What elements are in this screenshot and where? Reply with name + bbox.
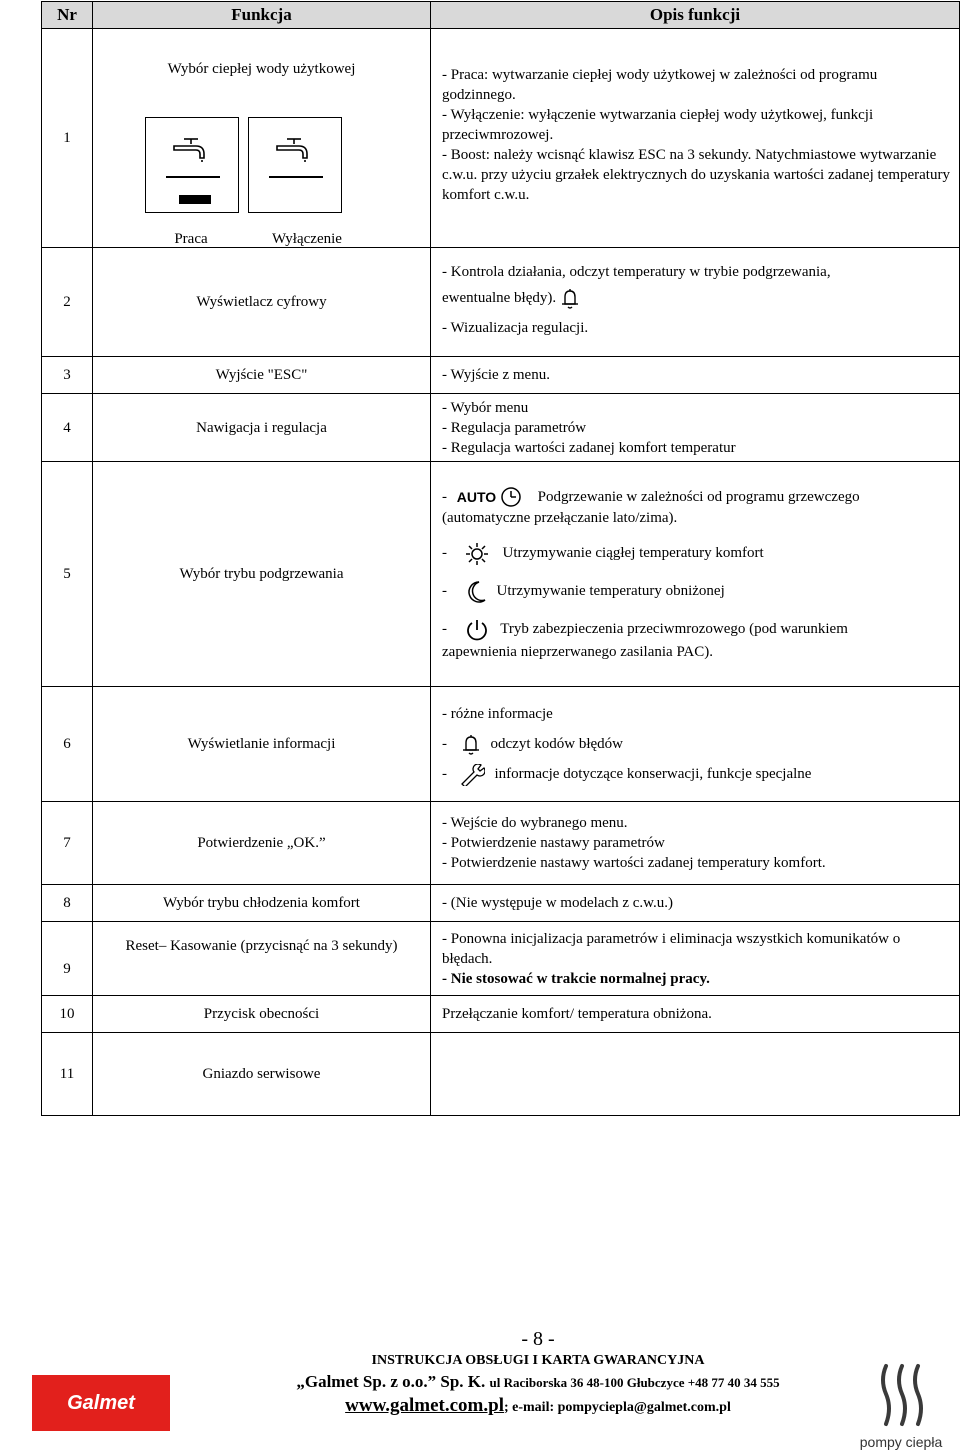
description-line: Utrzymywanie ciągłej temperatury komfort	[502, 545, 764, 562]
row-description: - (Nie występuje w modelach z c.w.u.)	[431, 885, 960, 922]
row-nr: 3	[42, 357, 93, 394]
company-address: ul Raciborska 36 48-100 Głubczyce +48 77 40 34 555	[489, 1375, 780, 1390]
row-description	[431, 687, 960, 802]
table-row	[42, 462, 960, 687]
power-icon	[465, 618, 489, 642]
heat-pump-brand	[846, 1358, 956, 1450]
row-function: Nawigacja i regulacja	[93, 394, 431, 462]
table-row	[42, 922, 960, 996]
email-text: ; e-mail: pompyciepla@galmet.com.pl	[503, 1400, 731, 1415]
dhw-work-button	[145, 117, 239, 213]
row-description	[431, 394, 960, 462]
table-row	[42, 248, 960, 357]
wrench-icon	[459, 764, 485, 786]
header-nr: Nr	[42, 2, 93, 29]
table-row	[42, 687, 960, 802]
description-line: informacje dotyczące konserwacji, funkcje specjalne	[494, 766, 812, 782]
label-wylaczenie: Wyłączenie	[272, 231, 342, 247]
row-function: Wybór trybu chłodzenia komfort	[93, 885, 431, 922]
tap-icon	[172, 136, 214, 162]
description-line: - Potwierdzenie nastawy wartości zadanej temperatury komfort.	[442, 855, 826, 871]
table-row	[42, 357, 960, 394]
description-line: Tryb zabezpieczenia przeciwmrozowego (pod warunkiem	[500, 621, 848, 638]
row-function: Wybór trybu podgrzewania	[93, 462, 431, 687]
row-description: Przełączanie komfort/ temperatura obniżona.	[431, 996, 960, 1033]
row-function: Wyświetlanie informacji	[93, 687, 431, 802]
dash: -	[442, 766, 447, 782]
sun-icon	[465, 542, 489, 566]
description-line: - Potwierdzenie nastawy parametrów	[442, 835, 665, 851]
description-line: - Kontrola działania, odczyt temperatury w trybie podgrzewania,	[442, 264, 831, 280]
row-description	[431, 802, 960, 885]
table-header-row	[42, 2, 960, 29]
dhw-off-button	[248, 117, 342, 213]
description-line: Podgrzewanie w zależności od programu grzewczego	[537, 488, 860, 505]
tap-icon	[275, 136, 317, 162]
functions-table	[41, 1, 960, 1116]
dash: -	[442, 488, 447, 505]
description-line: - Wizualizacja regulacji.	[442, 320, 589, 336]
header-description: Opis funkcji	[431, 2, 960, 29]
label-praca: Praca	[174, 231, 208, 247]
dash: -	[442, 736, 447, 752]
description-line: ewentualne błędy).	[442, 290, 557, 306]
galmet-logo: Galmet	[32, 1375, 170, 1431]
row-nr: 11	[42, 1033, 93, 1116]
indicator-line	[166, 176, 220, 178]
table-row	[42, 29, 960, 248]
row-nr: 6	[42, 687, 93, 802]
heat-waves-icon	[876, 1362, 930, 1428]
row-nr: 7	[42, 802, 93, 885]
dash: -	[442, 621, 447, 638]
moon-icon	[465, 580, 487, 604]
description-line: - Wybór menu	[442, 399, 529, 416]
row-description	[431, 462, 960, 687]
page-number: - 8 -	[521, 1328, 555, 1350]
description-line: - Regulacja wartości zadanej komfort temperatur	[442, 439, 736, 456]
row-nr: 5	[42, 462, 93, 687]
table-row	[42, 885, 960, 922]
header-function: Funkcja	[93, 2, 431, 29]
row-nr: 2	[42, 248, 93, 357]
table-row	[42, 394, 960, 462]
description-line: odczyt kodów błędów	[490, 736, 623, 752]
row-function: Wyświetlacz cyfrowy	[93, 248, 431, 357]
active-indicator	[179, 195, 211, 204]
row-function: Potwierdzenie „OK.”	[93, 802, 431, 885]
row-nr: 1	[42, 29, 93, 248]
auto-label: AUTO	[456, 489, 497, 506]
row-nr: 9	[42, 922, 93, 996]
description-line: (automatyczne przełączanie lato/zima).	[442, 510, 678, 527]
row-description	[431, 248, 960, 357]
description-line: - różne informacje	[442, 706, 553, 722]
website-link[interactable]: www.galmet.com.pl	[345, 1395, 504, 1416]
row-description	[431, 922, 960, 996]
bell-icon	[461, 734, 481, 756]
table-row	[42, 802, 960, 885]
table-row	[42, 1033, 960, 1116]
row-nr: 8	[42, 885, 93, 922]
row-function: Reset– Kasowanie (przycisnąć na 3 sekundy)	[93, 922, 431, 996]
bell-icon	[560, 288, 580, 310]
clock-icon	[500, 486, 522, 508]
row-description	[431, 1033, 960, 1116]
row-nr: 4	[42, 394, 93, 462]
row-function: Gniazdo serwisowe	[93, 1033, 431, 1116]
footer-title: INSTRUKCJA OBSŁUGI I KARTA GWARANCYJNA	[371, 1353, 705, 1368]
company-name: „Galmet Sp. z o.o.” Sp. K.	[296, 1372, 486, 1391]
description-line: - Wyłączenie: wyłączenie wytwarzania ciepłej wody użytkowej, funkcji przeciwmrozowej.	[442, 107, 874, 143]
row-description: - Wyjście z menu.	[431, 357, 960, 394]
description-line: - Ponowna inicjalizacja parametrów i eliminacja wszystkich komunikatów o błędach.	[442, 930, 901, 967]
table-row	[42, 996, 960, 1033]
row-function: Przycisk obecności	[93, 996, 431, 1033]
description-line: zapewnienia nieprzerwanego zasilania PAC).	[442, 644, 714, 661]
description-line: - Regulacja parametrów	[442, 419, 587, 436]
row-function-title: Wybór ciepłej wody użytkowej	[167, 61, 356, 77]
row-nr: 10	[42, 996, 93, 1033]
description-line: - Boost: należy wcisnąć klawisz ESC na 3 sekundy. Natychmiastowe wytwarzanie c.w.u. przy użyciu grzałek elektrycznych do uzyskania wartości zadanej temperatury komfort c.w.u.	[442, 147, 950, 203]
row-function	[93, 29, 431, 248]
brand-text: pompy ciepła	[859, 1434, 943, 1450]
row-description	[431, 29, 960, 248]
row-function: Wyjście "ESC"	[93, 357, 431, 394]
warning-line: - Nie stosować w trakcie normalnej pracy.	[442, 970, 710, 987]
description-line: - Praca: wytwarzanie ciepłej wody użytkowej w zależności od programu godzinnego.	[442, 67, 878, 103]
dash: -	[442, 583, 447, 600]
dash: -	[442, 545, 447, 562]
indicator-line	[269, 176, 323, 178]
description-line: - Wejście do wybranego menu.	[442, 815, 628, 831]
description-line: Utrzymywanie temperatury obniżonej	[496, 583, 725, 600]
